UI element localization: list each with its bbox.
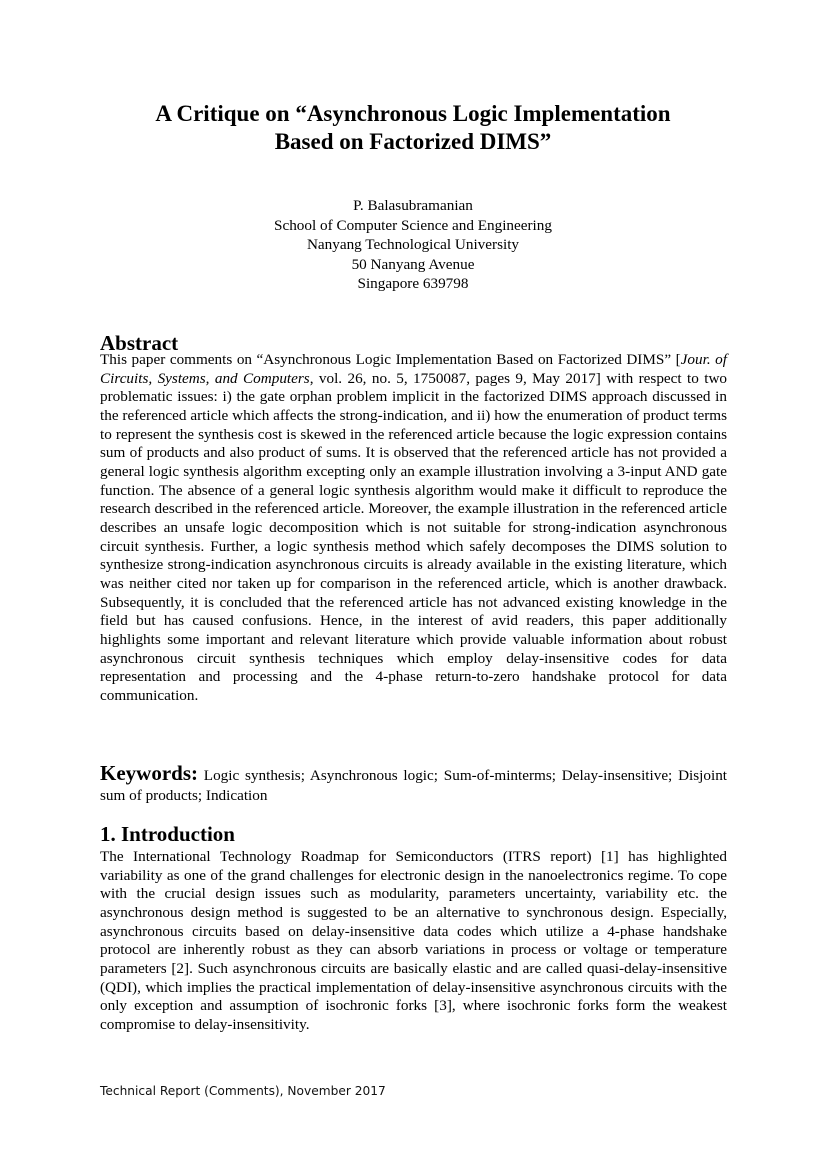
title-line-2: Based on Factorized DIMS” — [274, 129, 552, 154]
author-block — [100, 196, 726, 294]
keywords-text: Logic synthesis; Asynchronous logic; Sum-of-minterms; Delay-insensitive; Disjoint sum of products; Indication — [100, 767, 728, 804]
author-street: 50 Nanyang Avenue — [351, 255, 475, 273]
keywords-block — [100, 763, 727, 806]
author-university: Nanyang Technological University — [306, 236, 520, 254]
abstract-body — [100, 351, 727, 705]
abstract-text-post: , vol. 26, no. 5, 1750087, pages 9, May 2017] with respect to two problematic issues: i) the gate orphan problem implicit in the factorized DIMS approach discussed in the referenced article which affects the strong-indication, and ii) how the enumeration of product terms to represent the synthesis cost is skewed in the referenced article because the logic expression contains sum of products and also product of sums. It is observed that the referenced article has not provided a general logic synthesis algorithm excepting only an example illustration involving a 3-input AND gate function. The absence of a general logic synthesis algorithm would make it difficult to reproduce the research described in the referenced article. Moreover, the example illustration in the referenced article describes an unsafe logic decomposition which is not suitable for strong-indication asynchronous circuit synthesis. Further, a logic synthesis method which safely decomposes the DIMS solution to synthesize strong-indication asynchronous circuits is already available in the existing literature, which was neither cited nor taken up for comparison in the referenced article, which is another drawback. Subsequently, it is concluded that the referenced article has not advanced existing knowledge in the field but has caused confusions. Hence, in the interest of avid readers, this paper additionally highlights some important and relevant literature which provide valuable information about robust asynchronous circuit synthesis techniques which employ delay-insensitive codes for data representation and processing and the 4-phase return-to-zero handshake protocol for data communication. — [100, 369, 728, 704]
introduction-body: The International Technology Roadmap for Semiconductors (ITRS report) [1] has highlighted variability as one of the grand challenges for electronic design in the nanoelectronics regime. To cope with the crucial design issues such as modularity, parameters uncertainty, variability etc. the asynchronous design method is suggested to be an alternative to synchronous design. Especially, asynchronous circuits based on delay-insensitive data codes which utilize a 4-phase handshake protocol are inherently robust as they can absorb variations in process or voltage or temperature parameters [2]. Such asynchronous circuits are basically elastic and are called quasi-delay-insensitive (QDI), which implies the practical implementation of delay-insensitive asynchronous circuits with the only exception and assumption of isochronic forks [3], where isochronic forks form the weakest compromise to delay-insensitivity. — [100, 848, 727, 1033]
author-department: School of Computer Science and Engineering — [274, 216, 552, 234]
page-footer: Technical Report (Comments), November 2017 — [100, 1084, 386, 1098]
abstract-journal-name: Jour. of Circuits, Systems, and Computers — [100, 351, 727, 387]
introduction-heading: 1. Introduction — [100, 822, 235, 846]
author-city: Singapore 639798 — [357, 275, 469, 293]
paper-title — [100, 100, 726, 156]
abstract-heading: Abstract — [100, 331, 179, 355]
title-line-1: A Critique on “Asynchronous Logic Implementation — [155, 101, 671, 126]
author-name: P. Balasubramanian — [353, 197, 473, 214]
keywords-label: Keywords: — [100, 761, 198, 785]
abstract-text-pre: This paper comments on “Asynchronous Logic Implementation Based on Factorized DIMS” [ — [100, 351, 681, 368]
